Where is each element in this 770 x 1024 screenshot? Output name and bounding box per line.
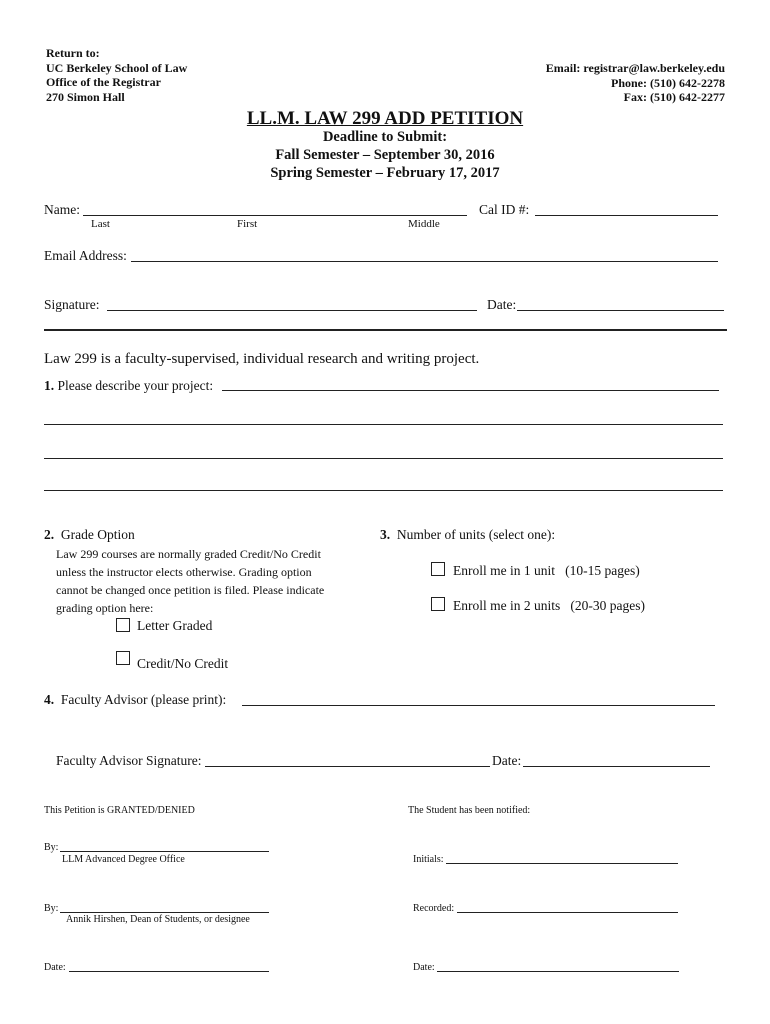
credit-no-credit-checkbox[interactable] — [116, 651, 130, 665]
llm-office-caption: LLM Advanced Degree Office — [62, 854, 185, 865]
q2-number: 2. — [44, 527, 55, 542]
advisor-date-label: Date: — [492, 753, 522, 768]
grade-desc-line-4: grading option here: — [56, 601, 154, 615]
two-units-label: Enroll me in 2 units (20-30 pages) — [453, 598, 645, 613]
initials-label: Initials: — [413, 854, 444, 865]
grade-desc-line-2: unless the instructor elects otherwise. Grading option — [56, 565, 312, 579]
contact-email: Email: registrar@law.berkeley.edu — [545, 61, 725, 75]
q1-text: Please describe your project: — [54, 378, 214, 393]
return-address — [46, 46, 187, 104]
first-name-caption: First — [237, 218, 258, 230]
by-label-2: By: — [44, 903, 59, 914]
one-unit-checkbox[interactable] — [431, 562, 445, 576]
email-label: Email Address: — [44, 248, 127, 263]
contact-info — [546, 61, 725, 105]
deadline-fall: Fall Semester – September 30, 2016 — [275, 147, 495, 163]
return-to-label: Return to: — [46, 46, 100, 60]
project-line-1[interactable] — [222, 390, 719, 391]
grade-option-description — [56, 545, 324, 617]
middle-name-caption: Middle — [408, 218, 440, 230]
contact-phone: Phone: (510) 642-2278 — [611, 75, 725, 90]
office-date-field-2[interactable] — [437, 971, 679, 972]
intro-text: Law 299 is a faculty-supervised, individual research and writing project. — [44, 351, 480, 367]
email-field[interactable] — [131, 261, 718, 262]
recorded-label: Recorded: — [413, 903, 455, 914]
return-office: Office of the Registrar — [46, 75, 161, 89]
q4-label — [44, 692, 226, 708]
initials-field[interactable] — [446, 863, 678, 864]
last-name-caption: Last — [91, 218, 110, 230]
signature-field[interactable] — [107, 310, 477, 311]
recorded-field[interactable] — [457, 912, 678, 913]
signature-date-label: Date: — [487, 297, 517, 312]
grade-desc-line-1: Law 299 courses are normally graded Credit/No Credit — [56, 547, 321, 561]
q2-label — [44, 527, 135, 543]
q4-number: 4. — [44, 692, 55, 707]
advisor-signature-label: Faculty Advisor Signature: — [56, 753, 202, 768]
signature-date-field[interactable] — [517, 310, 724, 311]
office-date-field-1[interactable] — [69, 971, 269, 972]
by-field-1[interactable] — [60, 851, 269, 852]
deadline-heading: Deadline to Submit: — [322, 129, 448, 145]
dean-caption: Annik Hirshen, Dean of Students, or designee — [66, 914, 250, 925]
name-label: Name: — [44, 202, 80, 217]
by-field-2[interactable] — [60, 912, 269, 913]
q3-label — [380, 527, 555, 543]
advisor-date-field[interactable] — [523, 766, 710, 767]
grade-desc-line-3: cannot be changed once petition is filed. Please indicate — [56, 583, 325, 597]
project-line-4[interactable] — [44, 490, 723, 491]
granted-denied-text: This Petition is GRANTED/DENIED — [44, 805, 195, 816]
letter-graded-label: Letter Graded — [137, 618, 213, 633]
q2-text: Grade Option — [60, 527, 135, 542]
student-notified-text: The Student has been notified: — [408, 805, 531, 816]
q3-text: Number of units (select one): — [396, 527, 556, 542]
q4-text: Faculty Advisor (please print): — [60, 692, 227, 707]
two-units-checkbox[interactable] — [431, 597, 445, 611]
q1-label — [44, 378, 213, 394]
contact-fax: Fax: (510) 642-2277 — [623, 90, 725, 104]
section-divider — [44, 329, 727, 331]
by-label-1: By: — [44, 842, 59, 853]
one-unit-label: Enroll me in 1 unit (10-15 pages) — [453, 563, 640, 578]
name-field[interactable] — [83, 215, 467, 216]
advisor-signature-field[interactable] — [205, 766, 490, 767]
credit-no-credit-label: Credit/No Credit — [137, 656, 229, 671]
letter-graded-checkbox[interactable] — [116, 618, 130, 632]
page-title: LL.M. LAW 299 ADD PETITION — [246, 108, 524, 129]
faculty-advisor-name-field[interactable] — [242, 705, 715, 706]
calid-label: Cal ID #: — [479, 202, 530, 217]
project-line-3[interactable] — [44, 458, 723, 459]
office-date-label-2: Date: — [413, 962, 435, 973]
q1-number: 1. — [44, 378, 55, 393]
return-school: UC Berkeley School of Law — [46, 60, 188, 75]
calid-field[interactable] — [535, 215, 718, 216]
office-date-label-1: Date: — [44, 962, 66, 973]
signature-label: Signature: — [44, 297, 100, 312]
q3-number: 3. — [380, 527, 391, 542]
deadline-spring: Spring Semester – February 17, 2017 — [270, 165, 500, 181]
return-room: 270 Simon Hall — [46, 89, 125, 104]
project-line-2[interactable] — [44, 424, 723, 425]
